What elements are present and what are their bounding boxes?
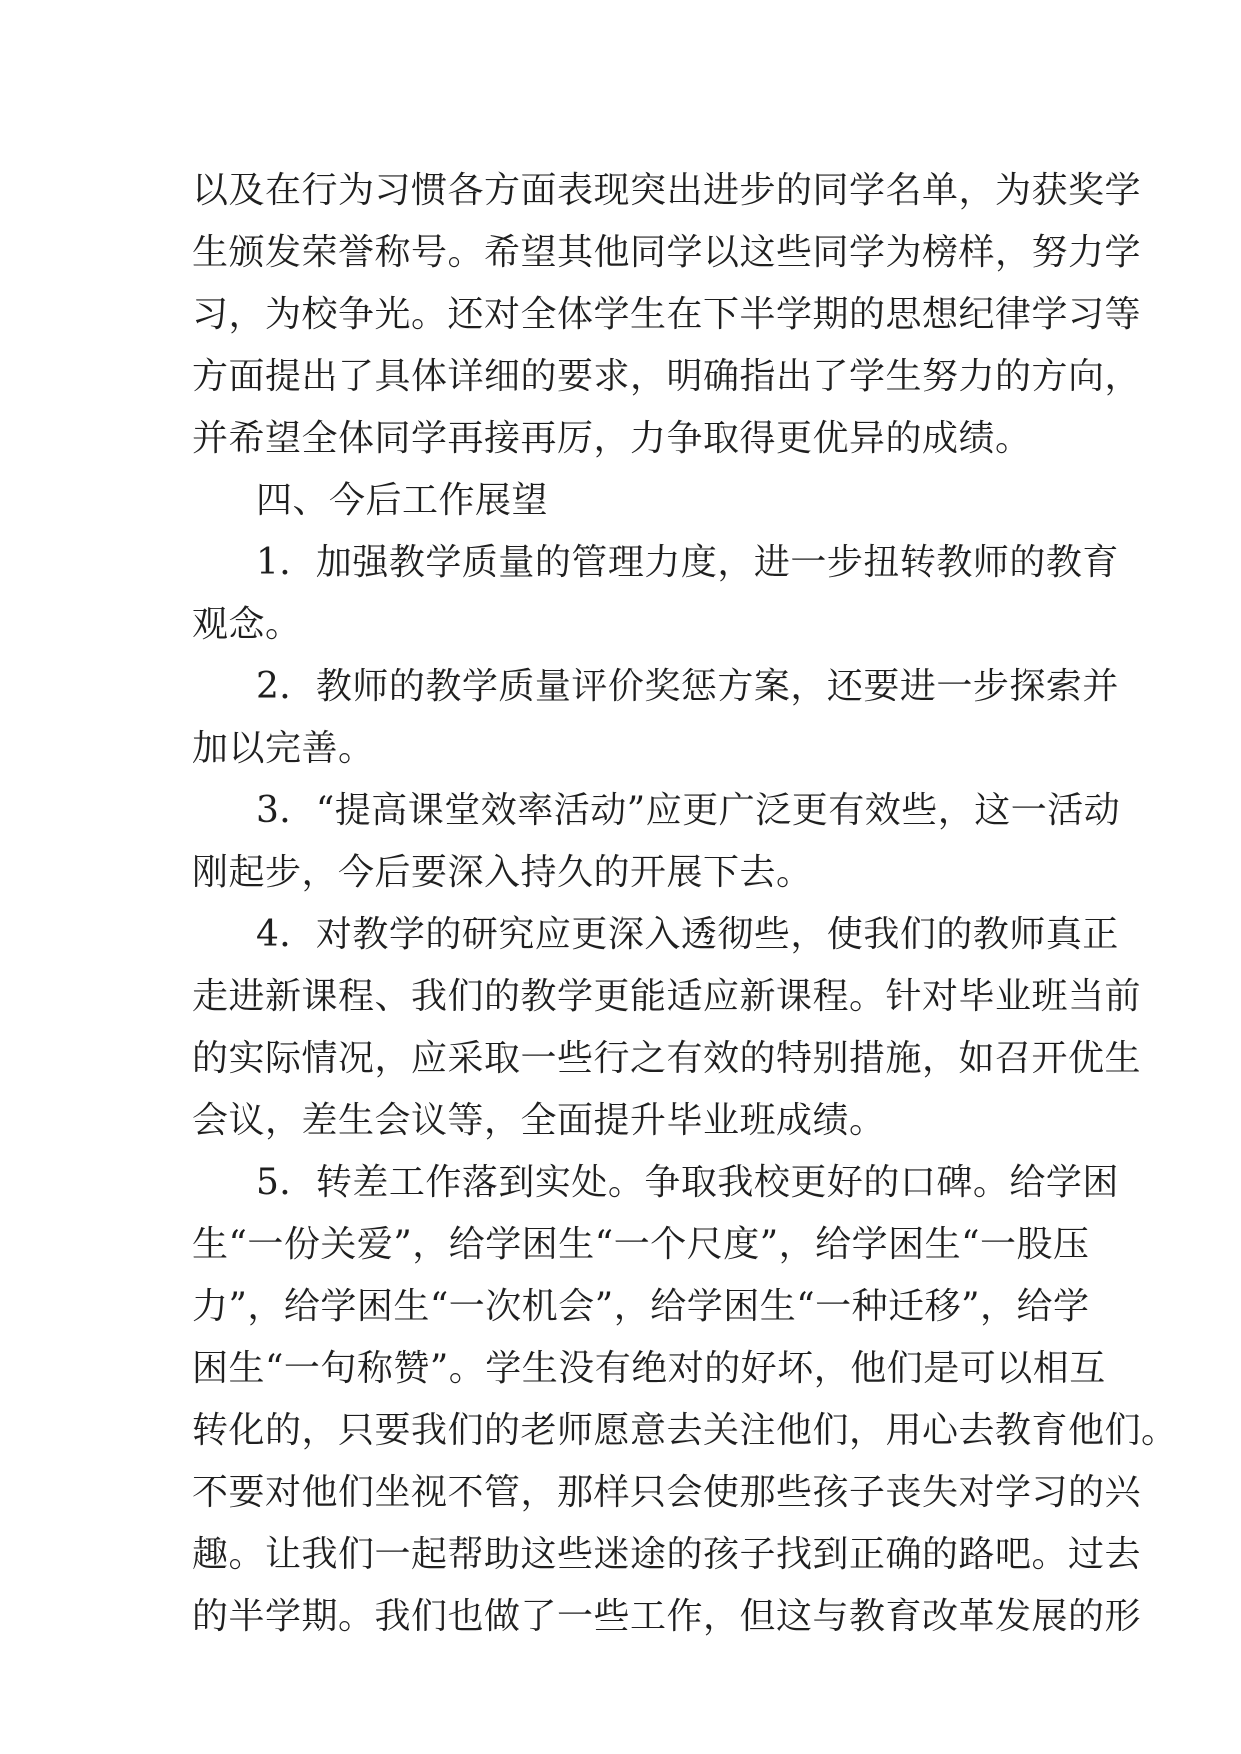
text-line: 困生“一句称赞”。学生没有绝对的好坏，他们是可以相互 (192, 1348, 1106, 1389)
text-line: 以及在行为习惯各方面表现突出进步的同学名单，为获奖学 (192, 170, 1142, 211)
document-body (192, 160, 1178, 1648)
list-item-4: 4．对教学的研究应更深入透彻些，使我们的教师真正 (256, 914, 1119, 955)
text-line: 生“一份关爱”，给学困生“一个尺度”，给学困生“一股压 (192, 1224, 1090, 1265)
text-line: 不要对他们坐视不管，那样只会使那些孩子丧失对学习的兴 (192, 1472, 1142, 1513)
text-line: 并希望全体同学再接再厉，力争取得更优异的成绩。 (192, 418, 1032, 459)
text-line: 加以完善。 (192, 728, 375, 769)
text-line: 走进新课程、我们的教学更能适应新课程。针对毕业班当前 (192, 976, 1142, 1017)
text-line: 力”，给学困生“一次机会”，给学困生“一种迁移”，给学 (192, 1286, 1090, 1327)
list-item-2: 2．教师的教学质量评价奖惩方案，还要进一步探索并 (256, 666, 1119, 707)
text-line: 会议，差生会议等，全面提升毕业班成绩。 (192, 1100, 886, 1141)
text-line: 习，为校争光。还对全体学生在下半学期的思想纪律学习等 (192, 294, 1142, 335)
list-item-1: 1．加强教学质量的管理力度，进一步扭转教师的教育 (256, 542, 1119, 583)
text-line: 观念。 (192, 604, 302, 645)
list-item-3: 3．“提高课堂效率活动”应更广泛更有效些，这一活动 (256, 790, 1121, 831)
text-line: 方面提出了具体详细的要求，明确指出了学生努力的方向， (192, 356, 1142, 397)
text-line: 的半学期。我们也做了一些工作，但这与教育改革发展的形 (192, 1596, 1142, 1637)
text-line: 的实际情况，应采取一些行之有效的特别措施，如召开优生 (192, 1038, 1142, 1079)
text-line: 趣。让我们一起帮助这些迷途的孩子找到正确的路吧。过去 (192, 1534, 1142, 1575)
text-line: 刚起步，今后要深入持久的开展下去。 (192, 852, 813, 893)
text-line: 生颁发荣誉称号。希望其他同学以这些同学为榜样，努力学 (192, 232, 1142, 273)
text-line: 转化的，只要我们的老师愿意去关注他们，用心去教育他们。 (192, 1410, 1178, 1451)
section-heading: 四、今后工作展望 (256, 480, 549, 521)
list-item-5: 5．转差工作落到实处。争取我校更好的口碑。给学困 (256, 1162, 1119, 1203)
